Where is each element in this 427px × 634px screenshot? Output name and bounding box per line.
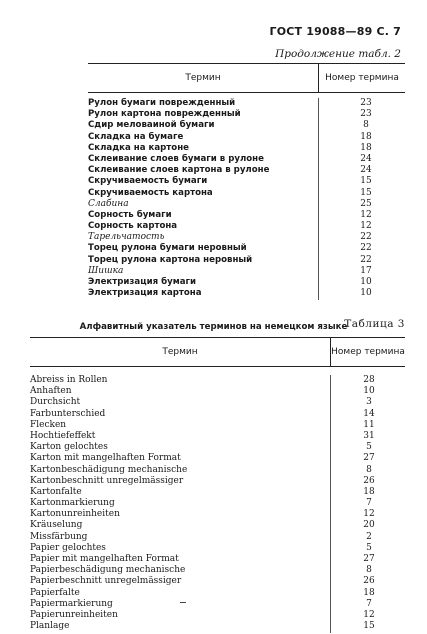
term-cell: Kräuselung <box>30 520 83 531</box>
term-number-cell: 18 <box>360 131 372 142</box>
table-row <box>30 386 405 397</box>
term-number-cell: 12 <box>363 609 375 620</box>
term-number-cell: 18 <box>360 142 372 153</box>
table-row <box>30 397 405 408</box>
table-row <box>88 255 405 266</box>
table-row <box>30 610 405 621</box>
term-number-cell: 12 <box>360 221 372 232</box>
term-cell: Склеивание слоев картона в рулоне <box>88 165 270 176</box>
term-number-cell: 10 <box>360 277 372 287</box>
term-number-cell: 24 <box>360 165 372 176</box>
term-cell: Missfärbung <box>30 531 88 542</box>
table-row <box>88 221 405 232</box>
term-cell: Durchsicht <box>30 397 81 408</box>
term-number-cell: 5 <box>366 542 372 553</box>
term-cell: Тарельчатость <box>88 232 165 243</box>
table-2-header <box>88 63 405 93</box>
term-number-cell: 22 <box>360 254 372 265</box>
term-number-cell: 14 <box>363 408 375 419</box>
column-divider <box>330 375 331 633</box>
term-cell: Karton gelochtes <box>30 442 108 453</box>
term-number-cell: 15 <box>360 176 372 187</box>
term-cell: Торец рулона бумаги неровный <box>88 243 247 254</box>
table-2-col-number: Номер термина <box>318 64 405 92</box>
term-number-cell: 7 <box>366 598 372 609</box>
term-cell: Flecken <box>30 419 67 430</box>
term-number-cell: 17 <box>360 265 372 276</box>
term-cell: Abreiss in Rollen <box>30 375 108 385</box>
table-row <box>88 132 405 143</box>
table-row <box>30 487 405 498</box>
table-row <box>30 543 405 554</box>
table-row <box>30 476 405 487</box>
table-row <box>30 420 405 431</box>
term-cell: Papierbeschädigung mechanische <box>30 565 186 576</box>
term-cell: Складка на бумаге <box>88 131 184 142</box>
table-row <box>30 576 405 587</box>
term-cell: Шишка <box>88 265 124 276</box>
term-number-cell: 22 <box>360 232 372 243</box>
table-3-col-term: Термин <box>162 347 198 357</box>
term-number-cell: 8 <box>363 120 369 131</box>
table-row <box>30 498 405 509</box>
table-row <box>30 409 405 420</box>
table-row <box>30 554 405 565</box>
term-number-cell: 31 <box>363 430 375 441</box>
table-row <box>88 199 405 210</box>
table-row <box>30 621 405 632</box>
term-cell: Kartonmarkierung <box>30 498 115 509</box>
term-number-cell: 27 <box>363 554 375 564</box>
term-number-cell: 3 <box>366 397 372 408</box>
term-number-cell: 8 <box>366 565 372 576</box>
term-cell: Слабина <box>88 198 129 209</box>
term-cell: Farbunterschied <box>30 408 106 419</box>
table-row <box>88 188 405 199</box>
table-row <box>30 532 405 543</box>
term-cell: Anhaften <box>30 386 72 397</box>
table-row <box>88 120 405 131</box>
table-row <box>88 109 405 120</box>
term-number-cell: 18 <box>363 587 375 598</box>
table-2-body <box>88 98 405 299</box>
term-number-cell: 15 <box>360 187 372 198</box>
table-3-header <box>30 337 405 367</box>
term-cell: Papierfalte <box>30 587 80 598</box>
term-cell: Kartonbeschädigung mechanische <box>30 464 188 475</box>
table-3-col-number: Номер термина <box>330 338 405 366</box>
term-number-cell: 22 <box>360 243 372 254</box>
term-number-cell: 15 <box>363 621 375 632</box>
table-row <box>30 565 405 576</box>
term-number-cell: 10 <box>360 288 372 299</box>
table-2-col-term: Термин <box>185 73 221 83</box>
term-cell: Склеивание слоев бумаги в рулоне <box>88 153 264 164</box>
term-number-cell: 8 <box>366 464 372 475</box>
table-row <box>88 98 405 109</box>
table-continuation-label: Продолжение табл. 2 <box>275 48 401 60</box>
term-cell: Скручиваемость картона <box>88 187 213 198</box>
term-number-cell: 26 <box>363 576 375 587</box>
term-number-cell: 7 <box>366 498 372 509</box>
term-number-cell: 23 <box>360 109 372 120</box>
term-cell: Электризация картона <box>88 288 202 299</box>
term-number-cell: 2 <box>366 531 372 542</box>
table-row <box>88 243 405 254</box>
term-cell: Papierbeschnitt unregelmässiger <box>30 576 182 587</box>
table-row <box>30 588 405 599</box>
term-number-cell: 11 <box>363 419 375 430</box>
table-row <box>88 232 405 243</box>
term-cell: Papier gelochtes <box>30 542 106 553</box>
table-row <box>30 520 405 531</box>
term-number-cell: 23 <box>360 98 372 108</box>
table-row <box>88 210 405 221</box>
table-row <box>88 154 405 165</box>
table-3 <box>30 337 405 632</box>
term-cell: Planlage <box>30 621 70 632</box>
term-number-cell: 26 <box>363 475 375 486</box>
term-cell: Складка на картоне <box>88 142 189 153</box>
term-number-cell: 20 <box>363 520 375 531</box>
table-row <box>30 599 405 610</box>
table-row <box>30 442 405 453</box>
table-row <box>88 277 405 288</box>
page-header: ГОСТ 19088—89 С. 7 <box>269 25 401 38</box>
term-number-cell: 18 <box>363 486 375 497</box>
term-cell: Сдир меловаиной бумаги <box>88 120 215 131</box>
term-number-cell: 5 <box>366 442 372 453</box>
table-row <box>30 431 405 442</box>
term-cell: Сорность бумаги <box>88 209 172 220</box>
table-2 <box>88 63 405 299</box>
term-cell: Papiermarkierung <box>30 598 113 609</box>
term-number-cell: 10 <box>363 386 375 397</box>
table-row <box>88 266 405 277</box>
table-row <box>30 465 405 476</box>
term-cell: Karton mit mangelhaften Format <box>30 453 181 464</box>
term-number-cell: 28 <box>363 375 375 385</box>
term-cell: Торец рулона картона неровный <box>88 254 253 265</box>
page-footer-dash <box>180 602 186 603</box>
table-3-caption: Алфавитный указатель терминов на немецком языке <box>79 322 348 332</box>
term-number-cell: 25 <box>360 198 372 209</box>
table-row <box>88 176 405 187</box>
term-number-cell: 24 <box>360 153 372 164</box>
table-row <box>30 509 405 520</box>
table-row <box>30 453 405 464</box>
term-cell: Hochtiefeffekt <box>30 430 96 441</box>
table-row <box>88 165 405 176</box>
term-cell: Рулон картона поврежденный <box>88 109 241 120</box>
term-cell: Скручиваемость бумаги <box>88 176 208 187</box>
table-3-body <box>30 375 405 632</box>
column-divider <box>318 98 319 300</box>
term-cell: Papier mit mangelhaften Format <box>30 554 179 564</box>
term-cell: Электризация бумаги <box>88 277 197 287</box>
term-number-cell: 12 <box>363 509 375 520</box>
term-cell: Рулон бумаги поврежденный <box>88 98 236 108</box>
table-row <box>88 288 405 299</box>
term-number-cell: 27 <box>363 453 375 464</box>
term-cell: Kartonunreinheiten <box>30 509 120 520</box>
term-cell: Kartonfalte <box>30 486 82 497</box>
table-3-label: Таблица 3 <box>344 318 405 330</box>
term-cell: Papierunreinheiten <box>30 609 118 620</box>
term-number-cell: 12 <box>360 209 372 220</box>
table-row <box>30 375 405 386</box>
term-cell: Kartonbeschnitt unregelmässiger <box>30 475 184 486</box>
table-row <box>88 143 405 154</box>
term-cell: Сорность картона <box>88 221 178 232</box>
